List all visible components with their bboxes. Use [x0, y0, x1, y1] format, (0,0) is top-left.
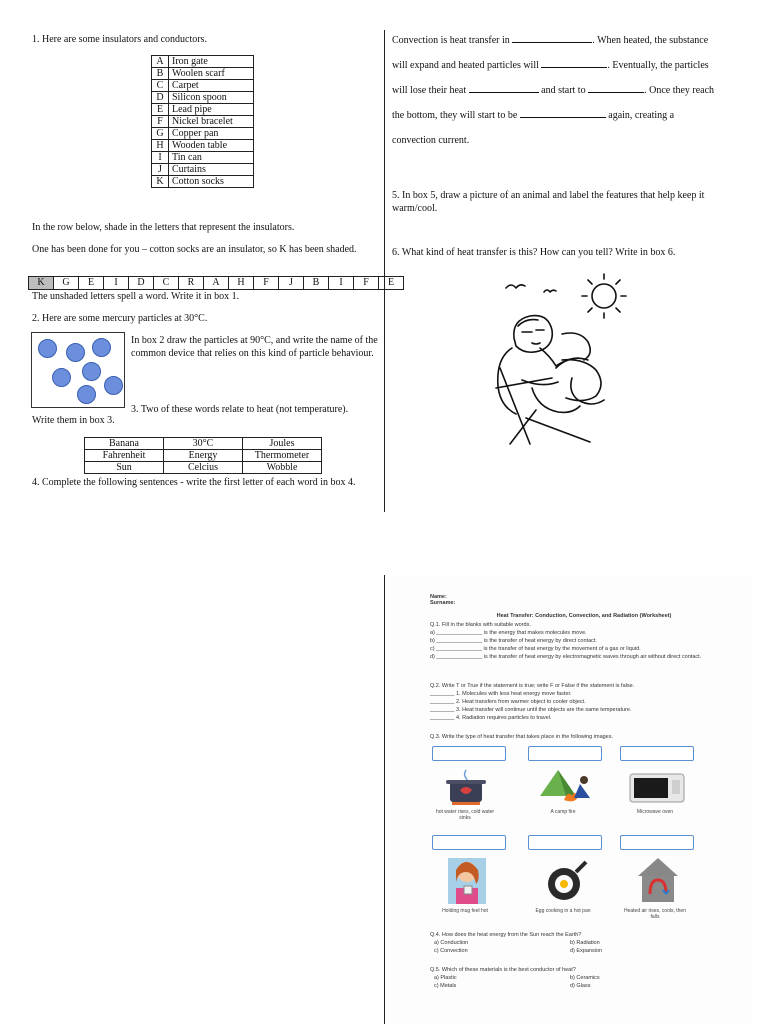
word-cell: 30°C: [164, 438, 243, 450]
letter-cell[interactable]: F: [354, 277, 379, 290]
letter-cell[interactable]: I: [329, 277, 354, 290]
material-row: [152, 80, 254, 92]
caption: Microwave oven: [636, 809, 674, 815]
letter-cell[interactable]: E: [379, 277, 404, 290]
material-name: Wooden table: [169, 140, 254, 152]
ws-q4-opt: b) Radiation: [570, 940, 600, 946]
frying-pan-egg-icon: [544, 860, 588, 904]
ws-q2-item: ________ 2. Heat transfers from warmer object to cooler object.: [430, 699, 586, 705]
caption: Heated air rises, cools, then falls: [624, 908, 686, 920]
material-name: Iron gate: [169, 56, 254, 68]
ws-q1-item: d) _______________ is the transfer of heat energy by electromagnetic waves through air without direct contact.: [430, 654, 702, 660]
material-name: Woolen scarf: [169, 68, 254, 80]
ws-q2-items: [430, 691, 730, 723]
ws-name-label: Name:: [430, 594, 447, 600]
material-letter: G: [152, 128, 169, 140]
q5-text: 5. In box 5, draw a picture of an animal and label the features that help keep it warm/cool.: [392, 190, 705, 214]
q4-text: 4. Complete the following sentences - write the first letter of each word in box 4.: [32, 477, 356, 488]
material-row: [152, 152, 254, 164]
ws-q1: Q.1. Fill in the blanks with suitable words.: [430, 622, 531, 628]
heat-words-table: [84, 437, 322, 474]
ws-q4-opt: a) Conduction: [434, 940, 469, 946]
letter-cell[interactable]: F: [254, 277, 279, 290]
words-row: [85, 462, 322, 474]
blank[interactable]: [469, 83, 539, 93]
material-row: [152, 104, 254, 116]
blank[interactable]: [520, 108, 606, 118]
answer-box[interactable]: [432, 835, 506, 850]
particle: [92, 338, 111, 357]
words-row: [85, 438, 322, 450]
ws-q5-opt: b) Ceramics: [570, 975, 600, 981]
word-cell: Celcius: [164, 462, 243, 474]
page-divider-top: [384, 30, 385, 512]
letter-cell[interactable]: E: [79, 277, 104, 290]
particle: [77, 385, 96, 404]
material-row: [152, 56, 254, 68]
blank[interactable]: [541, 58, 607, 68]
ws-q2-item: ________ 1. Molecules with less heat energy move faster.: [430, 691, 572, 697]
material-name: Cotton socks: [169, 176, 254, 188]
q3-text-a: 3. Two of these words relate to heat (not temperature).: [131, 404, 349, 415]
words-row: [85, 450, 322, 462]
ws-q4-opt: d) Expansion: [570, 948, 603, 954]
word-cell: Thermometer: [243, 450, 322, 462]
material-row: [152, 176, 254, 188]
letter-cell[interactable]: H: [229, 277, 254, 290]
ws-q1-item: c) _______________ is the transfer of heat energy by the movement of a gas or liquid.: [430, 646, 641, 652]
ws-q4-opt: c) Convection: [434, 948, 468, 954]
convection-line-4: the bottom, they will start to be again, creating a: [392, 110, 675, 121]
material-letter: K: [152, 176, 169, 188]
ws-q5: Q.5. Which of these materials is the best conductor of heat?: [430, 967, 576, 973]
material-row: [152, 92, 254, 104]
ws-q4: Q.4. How does the heat energy from the Sun reach the Earth?: [430, 932, 582, 938]
ws-q2-item: ________ 3. Heat transfer will continue until the objects are the same temperature.: [430, 707, 632, 713]
worksheet-image: [388, 576, 752, 1024]
ws-q3: Q.3. Write the type of heat transfer that takes place in the following images.: [430, 734, 614, 740]
material-name: Carpet: [169, 80, 254, 92]
answer-box[interactable]: [528, 746, 602, 761]
caption: hot water rises, cold water sinks: [435, 809, 495, 821]
ws-q5-opt: c) Metals: [434, 983, 457, 989]
materials-table: [151, 55, 254, 188]
material-letter: E: [152, 104, 169, 116]
word-cell: Energy: [164, 450, 243, 462]
blank[interactable]: [588, 83, 644, 93]
word-cell: Banana: [85, 438, 164, 450]
material-letter: H: [152, 140, 169, 152]
ws-q2: Q.2. Write T or True if the statement is true; write F or False if the statement is false.: [430, 683, 635, 689]
caption: A camp fire: [550, 809, 576, 815]
ws-surname-label: Surname:: [430, 600, 456, 606]
particle: [38, 339, 57, 358]
girl-holding-mug-icon: [446, 856, 488, 906]
material-letter: D: [152, 92, 169, 104]
convection-line-2: will expand and heated particles will . Eventually, the particles: [392, 60, 709, 71]
letter-cell[interactable]: J: [279, 277, 304, 290]
ws-q1-item: b) _______________ is the transfer of heat energy by direct contact.: [430, 638, 597, 644]
material-letter: F: [152, 116, 169, 128]
page-divider-bottom: [384, 575, 385, 1024]
after-row-text: The unshaded letters spell a word. Write it in box 1.: [32, 291, 240, 302]
caption: Holding mug feel hot: [442, 908, 488, 914]
q6-text: 6. What kind of heat transfer is this? How can you tell? Write in box 6.: [392, 247, 676, 258]
letter-cell[interactable]: K: [29, 277, 54, 290]
ws-q1-item: a) _______________ is the energy that makes molecules move.: [430, 630, 587, 636]
ws-title: Heat Transfer: Conduction, Convection, and Radiation (Worksheet): [496, 613, 672, 619]
letter-row: [28, 276, 404, 290]
material-row: [152, 140, 254, 152]
material-letter: B: [152, 68, 169, 80]
shade-instruction: In the row below, shade in the letters that represent the insulators.: [32, 222, 295, 233]
material-letter: A: [152, 56, 169, 68]
particle: [66, 343, 85, 362]
q2-instruction: In box 2 draw the particles at 90°C, and write the name of the common device that relies on this kind of particle behaviour.: [131, 335, 378, 359]
sun-icon: [582, 274, 626, 318]
particle: [52, 368, 71, 387]
material-row: [152, 128, 254, 140]
material-name: Nickel bracelet: [169, 116, 254, 128]
letter-cell[interactable]: B: [304, 277, 329, 290]
q1-intro: 1. Here are some insulators and conductors.: [32, 34, 207, 45]
blank[interactable]: [512, 33, 592, 43]
letter-cell[interactable]: C: [154, 277, 179, 290]
material-row: [152, 164, 254, 176]
answer-box[interactable]: [432, 746, 506, 761]
caption: Egg cooking in a hot pan: [535, 908, 591, 914]
particle: [104, 376, 123, 395]
material-name: Silicon spoon: [169, 92, 254, 104]
sunbather-illustration: [492, 268, 634, 446]
answer-box[interactable]: [528, 835, 602, 850]
answer-box[interactable]: [620, 835, 694, 850]
word-cell: Wobble: [243, 462, 322, 474]
letter-cell[interactable]: A: [204, 277, 229, 290]
ws-q1-items: [430, 630, 730, 662]
material-name: Tin can: [169, 152, 254, 164]
letter-cell[interactable]: G: [54, 277, 79, 290]
particle-box: [31, 332, 125, 408]
example-text: One has been done for you – cotton socks are an insulator, so K has been shaded.: [32, 244, 357, 255]
house-convection-icon: [636, 856, 680, 904]
material-name: Copper pan: [169, 128, 254, 140]
bird-icon: [544, 290, 556, 292]
word-cell: Fahrenheit: [85, 450, 164, 462]
material-row: [152, 68, 254, 80]
material-letter: C: [152, 80, 169, 92]
word-cell: Sun: [85, 462, 164, 474]
material-name: Lead pipe: [169, 104, 254, 116]
word-cell: Joules: [243, 438, 322, 450]
convection-line-3: will lose their heat and start to . Once they reach: [392, 85, 715, 96]
boiling-pot-icon: [442, 768, 490, 806]
bird-icon: [506, 285, 525, 288]
ws-q2-item: ________ 4. Radiation requires particles to travel.: [430, 715, 552, 721]
particle: [82, 362, 101, 381]
letter-cell[interactable]: R: [179, 277, 204, 290]
letter-cell[interactable]: D: [129, 277, 154, 290]
material-name: Curtains: [169, 164, 254, 176]
letter-cell[interactable]: I: [104, 277, 129, 290]
q3-text-b: Write them in box 3.: [32, 415, 115, 426]
convection-line-5: convection current.: [392, 135, 470, 146]
material-letter: I: [152, 152, 169, 164]
q2-intro: 2. Here are some mercury particles at 30°C.: [32, 313, 208, 324]
campfire-icon: [536, 766, 596, 806]
microwave-icon: [628, 772, 686, 804]
ws-q5-opt: a) Plastic: [434, 975, 457, 981]
material-row: [152, 116, 254, 128]
answer-box[interactable]: [620, 746, 694, 761]
convection-line-1: Convection is heat transfer in . When heated, the substance: [392, 35, 709, 46]
material-letter: J: [152, 164, 169, 176]
ws-q5-opt: d) Glass: [570, 983, 591, 989]
